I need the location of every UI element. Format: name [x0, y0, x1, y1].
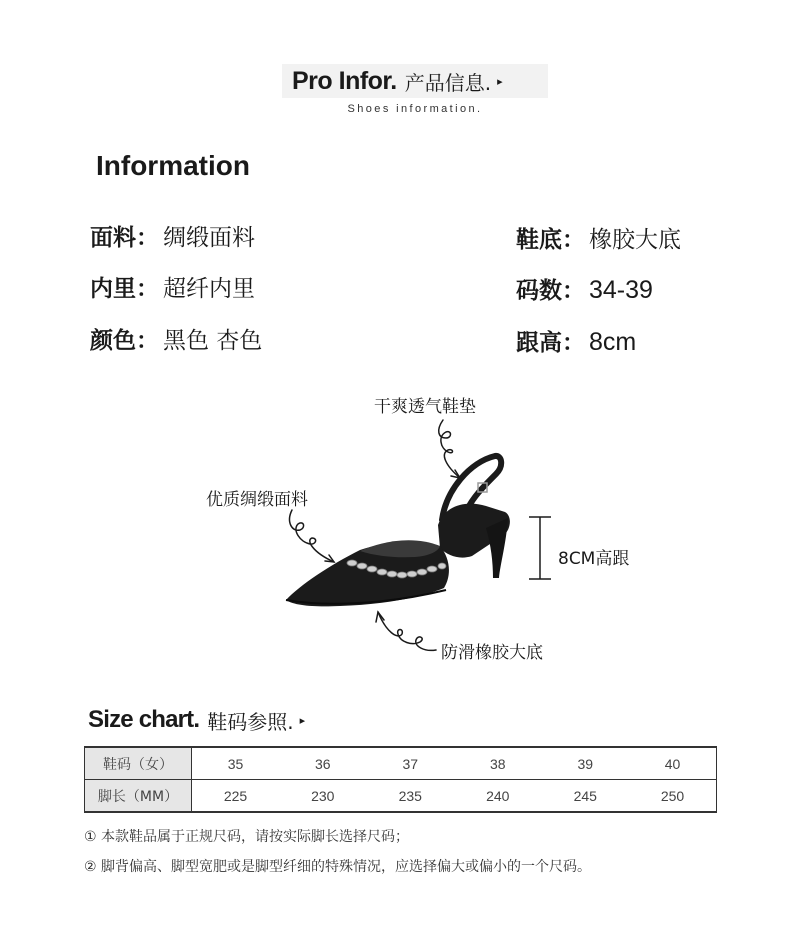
- spec-sole: [516, 221, 681, 254]
- callout-heel: 8CM高跟: [558, 549, 630, 569]
- table-cell: 235: [367, 780, 455, 813]
- callout-sole: 防滑橡胶大底: [441, 643, 543, 663]
- table-cell: 39: [542, 747, 630, 780]
- spec-material: [90, 219, 255, 252]
- row-header: 脚长（MM）: [85, 780, 192, 813]
- spec-value: 34-39: [589, 276, 653, 304]
- spec-key: 码数：: [516, 278, 585, 304]
- table-cell: 245: [542, 780, 630, 813]
- table-cell: 230: [279, 780, 367, 813]
- size-chart-title-en: Size chart.: [88, 706, 200, 733]
- spec-value: 8cm: [589, 328, 637, 356]
- callout-arrows: [290, 420, 460, 650]
- callout-insole: 干爽透气鞋垫: [374, 397, 476, 417]
- play-arrow-icon: ▸: [497, 74, 503, 88]
- callout-upper: 优质绸缎面料: [206, 490, 308, 510]
- header-title-en: Pro Infor.: [292, 66, 397, 95]
- heel-height-marker: [529, 517, 551, 579]
- play-arrow-icon: ▸: [299, 713, 306, 727]
- stiletto-heel: [486, 518, 508, 578]
- info-title: Information: [96, 150, 250, 181]
- note-1: ① 本款鞋品属于正规尺码，请按实际脚长选择尺码；: [84, 829, 409, 845]
- table-cell: 38: [454, 747, 542, 780]
- table-row: [85, 747, 717, 780]
- header-title: [292, 66, 503, 96]
- table-cell: 36: [279, 747, 367, 780]
- spec-lining: [90, 270, 255, 303]
- spec-key: 跟高：: [516, 330, 585, 356]
- spec-key: 内里：: [90, 276, 159, 302]
- table-cell: 40: [629, 747, 717, 780]
- spec-color: [90, 322, 262, 355]
- table-cell: 240: [454, 780, 542, 813]
- table-cell: 250: [629, 780, 717, 813]
- size-chart-title-cn: 鞋码参照.: [207, 709, 294, 734]
- spec-value: 黑色 杏色: [163, 328, 263, 354]
- curly-arrow-upper: [290, 510, 334, 562]
- spec-value: 超纤内里: [163, 276, 255, 302]
- spec-value: 橡胶大底: [589, 227, 681, 253]
- row-header: 鞋码（女）: [85, 747, 192, 780]
- header-subtitle: Shoes information.: [347, 103, 483, 115]
- slingback-shoe: [286, 456, 510, 606]
- spec-key: 面料：: [90, 225, 159, 251]
- size-chart-title: [88, 704, 305, 736]
- curly-arrow-insole: [439, 420, 460, 478]
- table-cell: 35: [192, 747, 280, 780]
- shoe-illustration: [0, 370, 790, 690]
- spec-heel-height: [516, 324, 636, 357]
- table-cell: 225: [192, 780, 280, 813]
- header-title-cn: 产品信息.: [404, 70, 492, 95]
- spec-key: 颜色：: [90, 328, 159, 354]
- note-2: ② 脚背偏高、脚型宽肥或是脚型纤细的特殊情况，应选择偏大或偏小的一个尺码。: [84, 859, 591, 875]
- curly-arrow-sole: [378, 612, 436, 650]
- spec-key: 鞋底：: [516, 227, 585, 253]
- spec-size: [516, 272, 653, 305]
- table-cell: 37: [367, 747, 455, 780]
- spec-value: 绸缎面料: [163, 225, 255, 251]
- size-chart-table: [84, 746, 717, 813]
- table-row: [85, 780, 717, 813]
